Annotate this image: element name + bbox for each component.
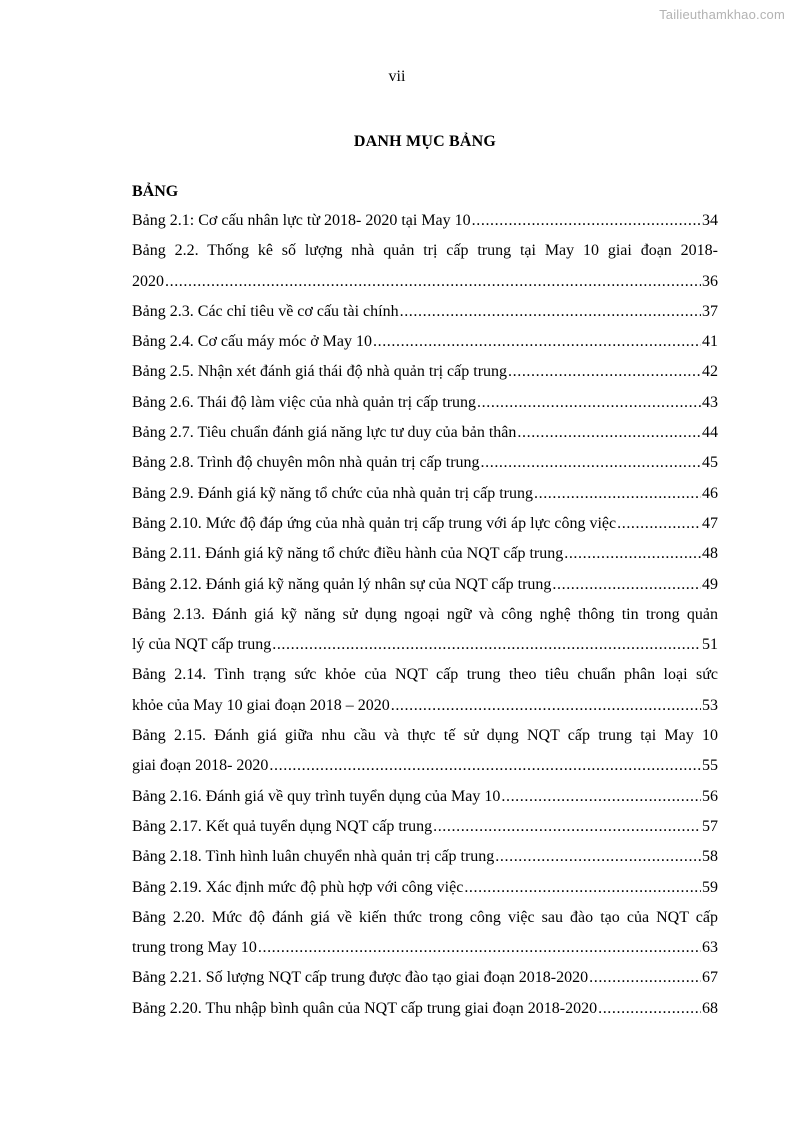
toc-entry-row — [132, 509, 718, 539]
toc-entry-title: Bảng 2.10. Mức độ đáp ứng của nhà quản trị cấp trung với áp lực công việc — [132, 514, 617, 532]
toc-entry-row — [132, 691, 718, 721]
dot-leader — [165, 267, 701, 297]
dot-leader — [433, 812, 701, 842]
toc-entry[interactable] — [132, 873, 718, 903]
toc-entry-title: Bảng 2.21. Số lượng NQT cấp trung được đào tạo giai đoạn 2018-2020 — [132, 969, 589, 987]
toc-entry-title: Bảng 2.17. Kết quả tuyển dụng NQT cấp trung — [132, 817, 433, 835]
toc-entry-title: Bảng 2.6. Thái độ làm việc của nhà quản trị cấp trung — [132, 393, 477, 411]
section-heading: BẢNG — [132, 183, 179, 200]
toc-entry-title: Bảng 2.20. Thu nhập bình quân của NQT cấp trung giai đoạn 2018-2020 — [132, 999, 598, 1017]
toc-entry-row — [132, 418, 718, 448]
toc-entry[interactable] — [132, 357, 718, 387]
toc-entry-page-number: 44 — [702, 424, 718, 442]
toc-entry[interactable] — [132, 963, 718, 993]
toc-entry[interactable] — [132, 782, 718, 812]
dot-leader — [564, 539, 701, 569]
dot-leader — [501, 782, 701, 812]
toc-entry-page-number: 48 — [702, 545, 718, 563]
toc-entry[interactable] — [132, 721, 718, 782]
toc-entry[interactable] — [132, 388, 718, 418]
toc-entry-row — [132, 963, 718, 993]
toc-entry-title: lý của NQT cấp trung — [132, 636, 272, 654]
toc-entry-row — [132, 570, 718, 600]
toc-entry-row — [132, 873, 718, 903]
toc-entry-page-number: 55 — [702, 757, 718, 775]
toc-entry-title: trung trong May 10 — [132, 939, 257, 957]
dot-leader — [481, 448, 701, 478]
toc-entry-row — [132, 630, 718, 660]
toc-entry[interactable] — [132, 479, 718, 509]
dot-leader — [373, 327, 701, 357]
toc-entry-row — [132, 812, 718, 842]
dot-leader — [258, 933, 701, 963]
toc-entry-page-number: 63 — [702, 939, 718, 957]
page-title: DANH MỤC BẢNG — [353, 133, 497, 150]
toc-entry-page-number: 34 — [702, 212, 718, 229]
page-number: vii — [388, 68, 406, 85]
dot-leader — [495, 842, 701, 872]
toc-entry-title-line: Bảng 2.14. Tình trạng sức khỏe của NQT cấp trung theo tiêu chuẩn phân loại sức — [132, 666, 718, 684]
dot-leader — [534, 479, 701, 509]
watermark: Tailieuthamkhao.com — [659, 7, 785, 22]
toc-entry-title-line: Bảng 2.20. Mức độ đánh giá về kiến thức trong công việc sau đào tạo của NQT cấp — [132, 908, 718, 926]
toc-entry-row — [132, 479, 718, 509]
dot-leader — [391, 691, 701, 721]
toc-entry-title: khỏe của May 10 giai đoạn 2018 – 2020 — [132, 696, 390, 714]
dot-leader — [472, 206, 701, 236]
dot-leader — [552, 570, 701, 600]
dot-leader — [464, 873, 701, 903]
toc-entry-row — [132, 782, 718, 812]
toc-entry-page-number: 36 — [702, 272, 718, 290]
toc-entry-title: Bảng 2.12. Đánh giá kỹ năng quản lý nhân sự của NQT cấp trung — [132, 575, 552, 593]
toc-entry-page-number: 45 — [702, 454, 718, 472]
toc-entry-row — [132, 539, 718, 569]
toc-entry-title: 2020 — [132, 272, 164, 290]
toc-entry-title-line: Bảng 2.2. Thống kê số lượng nhà quản trị cấp trung tại May 10 giai đoạn 2018- — [132, 242, 718, 260]
toc-entry[interactable] — [132, 418, 718, 448]
toc-entry-title: Bảng 2.4. Cơ cấu máy móc ở May 10 — [132, 333, 372, 351]
toc-entry-page-number: 56 — [702, 787, 718, 805]
toc-entry[interactable] — [132, 994, 718, 1024]
toc-entry-row — [132, 933, 718, 963]
dot-leader — [269, 751, 701, 781]
toc-entry-page-number: 53 — [702, 696, 718, 714]
table-list — [132, 206, 718, 1024]
toc-entry[interactable] — [132, 842, 718, 872]
toc-entry-page-number: 43 — [702, 393, 718, 411]
toc-entry[interactable] — [132, 812, 718, 842]
toc-entry[interactable] — [132, 539, 718, 569]
toc-entry-page-number: 37 — [702, 302, 718, 320]
dot-leader — [589, 963, 701, 993]
toc-entry-title-line: Bảng 2.15. Đánh giá giữa nhu cầu và thực tế sử dụng NQT cấp trung tại May 10 — [132, 727, 718, 745]
toc-entry-title: Bảng 2.9. Đánh giá kỹ năng tổ chức của nhà quản trị cấp trung — [132, 484, 533, 502]
toc-entry-page-number: 68 — [702, 999, 718, 1017]
dot-leader — [617, 509, 701, 539]
toc-entry-row — [132, 297, 718, 327]
toc-entry-page-number: 51 — [702, 636, 718, 654]
toc-entry-title: Bảng 2.18. Tình hình luân chuyển nhà quản trị cấp trung — [132, 848, 495, 866]
toc-entry-page-number: 57 — [702, 817, 718, 835]
toc-entry-title: giai đoạn 2018- 2020 — [132, 757, 269, 775]
toc-entry-title: Bảng 2.19. Xác định mức độ phù hợp với công việc — [132, 878, 464, 896]
toc-entry-title: Bảng 2.16. Đánh giá về quy trình tuyển dụng của May 10 — [132, 787, 501, 805]
toc-entry-row — [132, 206, 718, 236]
dot-leader — [400, 297, 701, 327]
toc-entry-page-number: 58 — [702, 848, 718, 866]
toc-entry[interactable] — [132, 448, 718, 478]
dot-leader — [517, 418, 701, 448]
toc-entry[interactable] — [132, 206, 718, 236]
toc-entry[interactable] — [132, 600, 718, 661]
toc-entry-page-number: 47 — [702, 514, 718, 532]
toc-entry-row — [132, 357, 718, 387]
toc-entry[interactable] — [132, 297, 718, 327]
toc-entry-row — [132, 994, 718, 1024]
toc-entry-row — [132, 327, 718, 357]
toc-entry-page-number: 46 — [702, 484, 718, 502]
toc-entry-row — [132, 267, 718, 297]
dot-leader — [598, 994, 701, 1024]
toc-entry[interactable] — [132, 236, 718, 297]
toc-entry-row — [132, 842, 718, 872]
toc-entry-title: Bảng 2.3. Các chỉ tiêu về cơ cấu tài chính — [132, 302, 399, 320]
toc-entry-title: Bảng 2.8. Trình độ chuyên môn nhà quản trị cấp trung — [132, 454, 480, 472]
dot-leader — [508, 357, 701, 387]
dot-leader — [477, 388, 701, 418]
toc-entry-page-number: 42 — [702, 363, 718, 381]
toc-entry[interactable] — [132, 570, 718, 600]
toc-entry-page-number: 67 — [702, 969, 718, 987]
toc-entry[interactable] — [132, 509, 718, 539]
toc-entry-title: Bảng 2.5. Nhận xét đánh giá thái độ nhà quản trị cấp trung — [132, 363, 508, 381]
toc-entry-row — [132, 751, 718, 781]
toc-entry-row — [132, 448, 718, 478]
toc-entry-title-line: Bảng 2.13. Đánh giá kỹ năng sử dụng ngoại ngữ và công nghệ thông tin trong quản — [132, 605, 718, 623]
toc-entry-title: Bảng 2.7. Tiêu chuẩn đánh giá năng lực tư duy của bản thân — [132, 424, 517, 442]
toc-entry-page-number: 59 — [702, 878, 718, 896]
dot-leader — [272, 630, 701, 660]
toc-entry-page-number: 49 — [702, 575, 718, 593]
toc-entry[interactable] — [132, 903, 718, 964]
toc-entry-title: Bảng 2.11. Đánh giá kỹ năng tổ chức điều hành của NQT cấp trung — [132, 545, 564, 563]
toc-entry[interactable] — [132, 327, 718, 357]
toc-entry[interactable] — [132, 660, 718, 721]
toc-entry-page-number: 41 — [702, 333, 718, 351]
toc-entry-title: Bảng 2.1: Cơ cấu nhân lực từ 2018- 2020 tại May 10 — [132, 212, 471, 229]
toc-entry-row — [132, 388, 718, 418]
